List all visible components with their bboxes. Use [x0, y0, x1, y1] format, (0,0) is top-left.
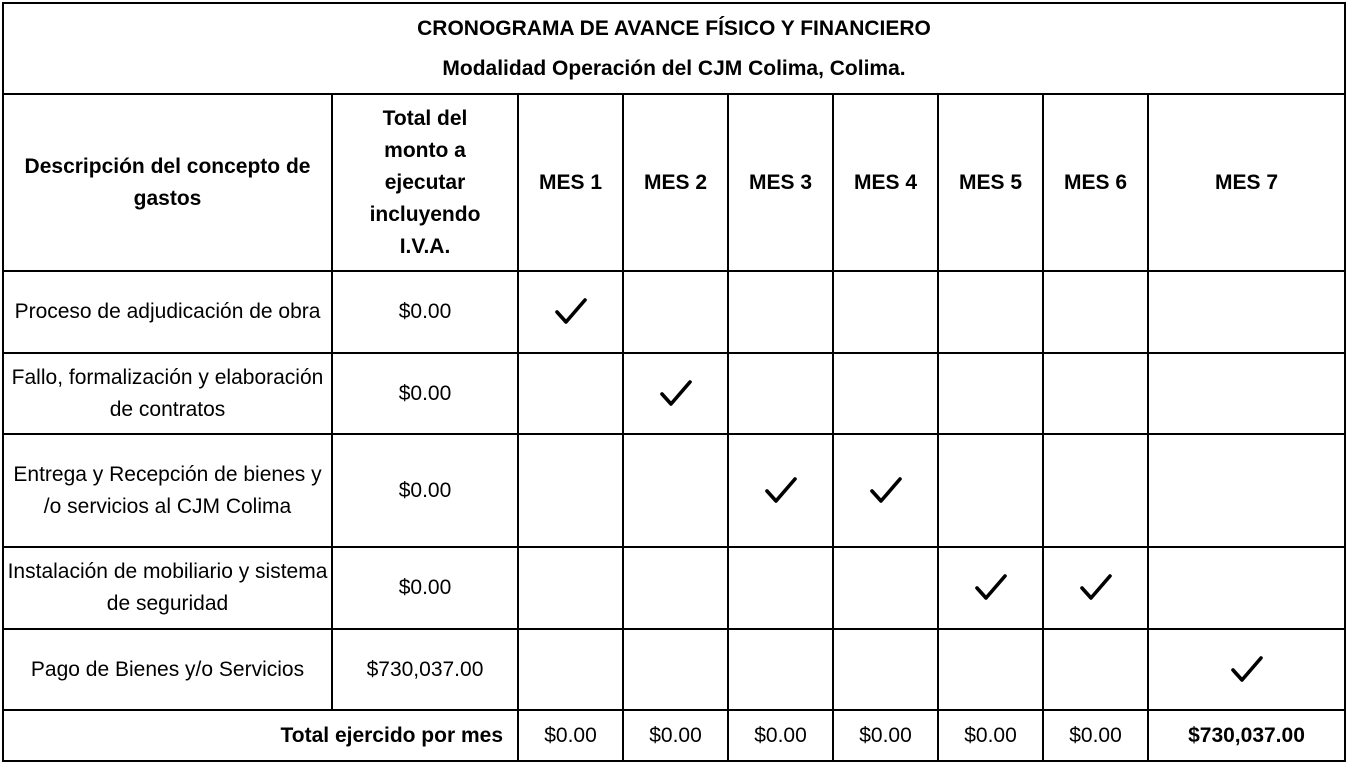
month-cell-2: [623, 353, 728, 434]
month-cell-6: [1043, 629, 1148, 710]
month-cell-4: [833, 547, 938, 629]
month-cell-6: [1043, 547, 1148, 629]
row-description: Entrega y Recepción de bienes y /o servicios al CJM Colima: [3, 434, 332, 547]
month-cell-5: [938, 629, 1043, 710]
total-month-2: $0.00: [623, 710, 728, 761]
month-cell-3: [728, 353, 833, 434]
month-cell-5: [938, 353, 1043, 434]
total-month-5: $0.00: [938, 710, 1043, 761]
table-row: [3, 629, 1345, 710]
month-cell-4: [833, 629, 938, 710]
month-cell-1: [518, 434, 623, 547]
month-cell-2: [623, 629, 728, 710]
row-amount: $0.00: [332, 547, 518, 629]
table-row: [3, 353, 1345, 434]
month-cell-2: [623, 271, 728, 353]
month-cell-3: [728, 434, 833, 547]
total-month-6: $0.00: [1043, 710, 1148, 761]
month-cell-5: [938, 547, 1043, 629]
header-total: [332, 94, 518, 271]
checkmark-icon: [729, 476, 832, 506]
table-row: [3, 547, 1345, 629]
row-amount: $0.00: [332, 271, 518, 353]
header-row: [3, 94, 1345, 271]
checkmark-icon: [519, 297, 622, 327]
month-cell-6: [1043, 353, 1148, 434]
month-cell-4: [833, 271, 938, 353]
month-cell-1: [518, 271, 623, 353]
header-month-7: MES 7: [1148, 94, 1345, 271]
row-description: Proceso de adjudicación de obra: [3, 271, 332, 353]
row-amount: $730,037.00: [332, 629, 518, 710]
month-cell-5: [938, 434, 1043, 547]
month-cell-6: [1043, 271, 1148, 353]
month-cell-2: [623, 547, 728, 629]
schedule-table: [2, 2, 1346, 762]
page-subtitle: Modalidad Operación del CJM Colima, Colima.: [442, 56, 906, 80]
total-month-1: $0.00: [518, 710, 623, 761]
row-description: Pago de Bienes y/o Servicios: [3, 629, 332, 710]
header-month-2: MES 2: [623, 94, 728, 271]
month-cell-1: [518, 547, 623, 629]
header-description-label: Descripción del concepto de gastos: [24, 154, 311, 210]
header-month-4: MES 4: [833, 94, 938, 271]
checkmark-icon: [834, 476, 937, 506]
month-cell-3: [728, 629, 833, 710]
month-cell-7: [1148, 353, 1345, 434]
table-row: [3, 434, 1345, 547]
checkmark-icon: [624, 379, 727, 409]
title-cell: [3, 3, 1345, 94]
row-amount: $0.00: [332, 434, 518, 547]
checkmark-icon: [1044, 573, 1147, 603]
month-cell-7: [1148, 629, 1345, 710]
header-month-3: MES 3: [728, 94, 833, 271]
month-cell-3: [728, 547, 833, 629]
month-cell-4: [833, 434, 938, 547]
row-description: Instalación de mobiliario y sistema de seguridad: [3, 547, 332, 629]
checkmark-icon: [939, 573, 1042, 603]
month-cell-7: [1148, 434, 1345, 547]
month-cell-4: [833, 353, 938, 434]
month-cell-1: [518, 629, 623, 710]
row-description: Fallo, formalización y elaboración de contratos: [3, 353, 332, 434]
header-month-5: MES 5: [938, 94, 1043, 271]
header-month-1: MES 1: [518, 94, 623, 271]
table-row: [3, 271, 1345, 353]
header-month-6: MES 6: [1043, 94, 1148, 271]
total-month-4: $0.00: [833, 710, 938, 761]
header-total-label: Total del monto a ejecutar incluyendo I.V.A.: [369, 106, 481, 258]
page-title: CRONOGRAMA DE AVANCE FÍSICO Y FINANCIERO: [417, 16, 931, 40]
row-amount: $0.00: [332, 353, 518, 434]
totals-row: [3, 710, 1345, 761]
month-cell-1: [518, 353, 623, 434]
month-cell-5: [938, 271, 1043, 353]
total-month-3: $0.00: [728, 710, 833, 761]
header-description: [3, 94, 332, 271]
month-cell-7: [1148, 547, 1345, 629]
checkmark-icon: [1149, 655, 1344, 685]
month-cell-2: [623, 434, 728, 547]
totals-label: Total ejercido por mes: [3, 710, 518, 761]
month-cell-3: [728, 271, 833, 353]
month-cell-6: [1043, 434, 1148, 547]
total-month-7: $730,037.00: [1148, 710, 1345, 761]
month-cell-7: [1148, 271, 1345, 353]
